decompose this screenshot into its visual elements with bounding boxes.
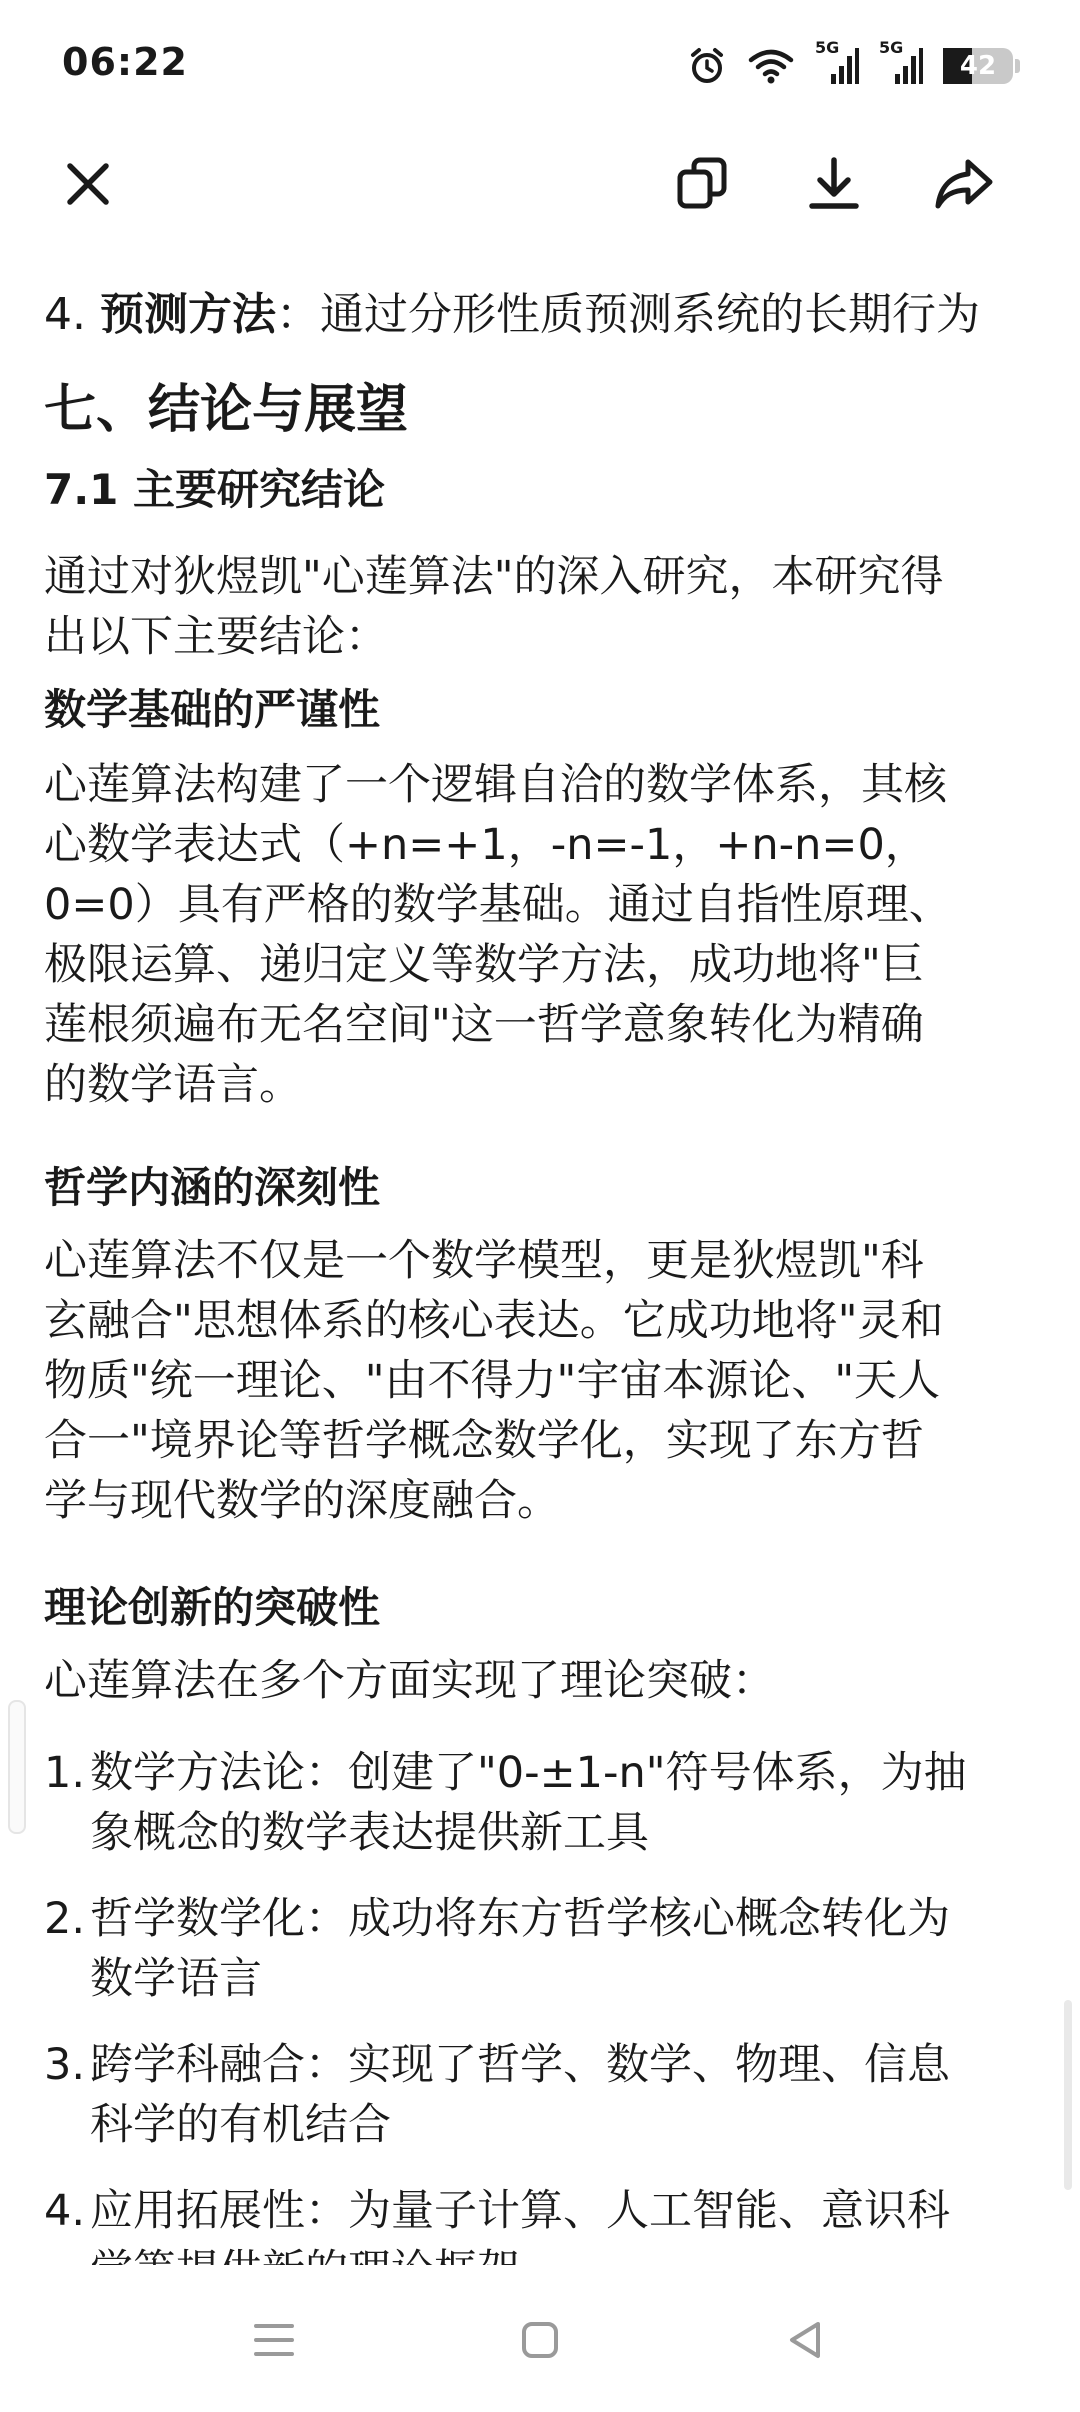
back-icon [786,2320,826,2360]
battery-icon [943,48,1020,84]
download-icon [804,154,864,214]
edge-handle[interactable] [8,1700,26,1834]
back-button[interactable] [766,2305,846,2375]
download-button[interactable] [798,148,870,220]
status-icons [687,38,1020,88]
heading-philosophy-depth: 哲学内涵的深刻性 [44,1163,381,1212]
network-type-1: 5G [815,38,840,57]
paragraph-philosophy-depth: 心莲算法不仅是一个数学模型，更是狄煜凯"科 玄融合"思想体系的核心表达。它成功地将"灵和 物质"统一理论、"由不得力"宇宙本源论、"天人 合一"境界论等哲学概念数学化，实现了东方哲 学与现代数学的深度融合。 [44,1236,944,1526]
list-text: 哲学数学化：成功将东方哲学核心概念转化为 数学语言 [90,1894,950,2004]
list-item-prediction [44,285,980,345]
battery-level: 42 [959,51,997,81]
share-icon [932,154,996,214]
copy-button[interactable] [668,148,740,220]
wifi-icon [747,46,795,86]
copy-icon [674,154,734,214]
status-time: 06:22 [62,40,188,84]
list-text: 数学方法论：创建了"0-±1-n"符号体系，为抽 象概念的数学表达提供新工具 [90,1748,967,1858]
list-text: 应用拓展性：为量子计算、人工智能、意识科 [90,2186,950,2236]
scrollbar[interactable] [1064,2000,1072,2190]
battery-body [943,48,1013,84]
list-number: 1. [44,1748,86,1798]
list-number: 2. [44,1894,86,1944]
list-text: ：通过分形性质预测系统的长期行为 [275,289,980,340]
menu-icon [252,2320,296,2360]
paragraph-math-rigor: 心莲算法构建了一个逻辑自洽的数学体系，其核 心数学表达式（+n=+1，-n=-1，+n-n=0， 0=0）具有严格的数学基础。通过自指性原理、 极限运算、递归定义等数学方法，成功地将"巨 莲根须遍布无名空间"这一哲学意象转化为精确 的数学语言。 [44,760,952,1110]
paragraph-innovation-intro: 心莲算法在多个方面实现了理论突破： [44,1656,775,1706]
close-icon [60,156,116,212]
list-number: 3. [44,2040,86,2090]
heading-theory-innovation: 理论创新的突破性 [44,1583,381,1632]
network-type-2: 5G [879,38,904,57]
share-button[interactable] [928,148,1000,220]
list-number: 4. [44,2186,86,2236]
close-button[interactable] [52,148,124,220]
subsection-title: 7.1 主要研究结论 [44,465,386,514]
home-icon [520,2320,560,2360]
list-number: 4. [44,289,86,340]
battery-cap [1015,59,1020,73]
list-text: 跨学科融合：实现了哲学、数学、物理、信息 科学的有机结合 [90,2040,950,2150]
navigation-bar [0,2265,1080,2412]
home-button[interactable] [500,2305,580,2375]
heading-math-rigor: 数学基础的严谨性 [44,685,381,734]
status-bar [0,0,1080,130]
list-bold-term: 预测方法 [99,289,276,340]
intro-paragraph: 通过对狄煜凯"心莲算法"的深入研究，本研究得 出以下主要结论： [44,552,944,662]
document-content[interactable] [0,195,1080,2265]
signal-5g-icon-1 [815,38,859,88]
alarm-icon [687,46,727,86]
menu-button[interactable] [234,2305,314,2375]
top-toolbar [0,130,1080,240]
signal-5g-icon-2 [879,38,923,88]
section-title: 七、结论与展望 [44,380,409,440]
